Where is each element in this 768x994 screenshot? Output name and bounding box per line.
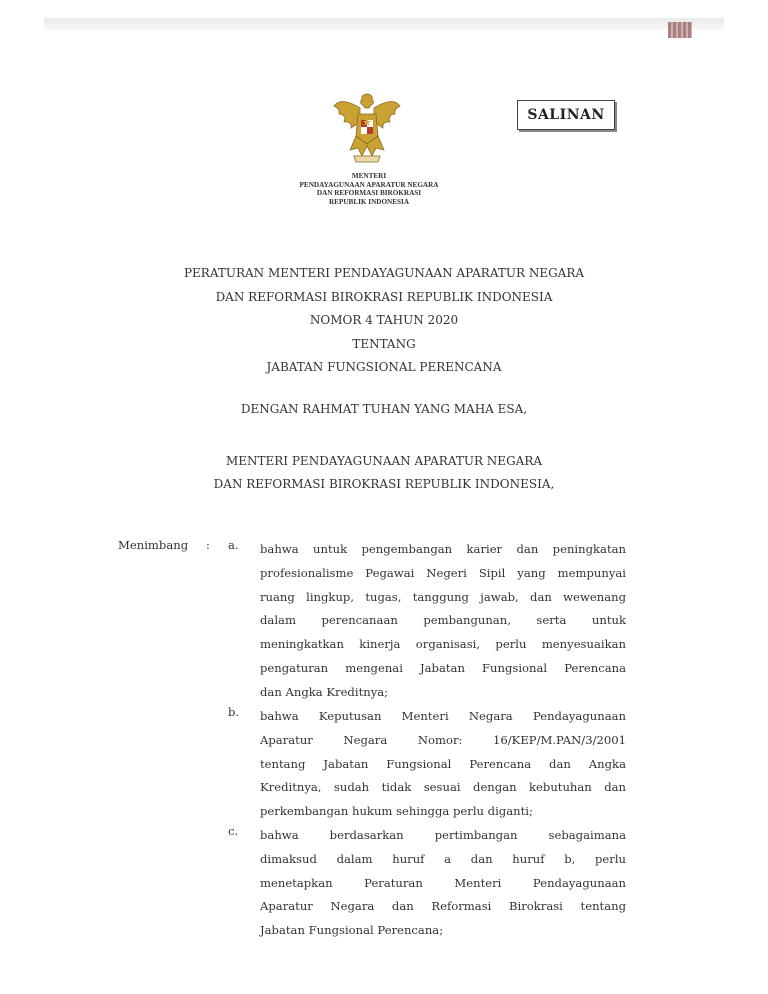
minister-line <box>0 450 768 496</box>
item-line: profesionalisme Pegawai Negeri Sipil yang mempunyai <box>260 565 626 580</box>
minister-line-text: DAN REFORMASI BIROKRASI REPUBLIK INDONESIA, <box>213 477 555 491</box>
page-top-edge <box>44 18 724 30</box>
item-line: bahwa untuk pengembangan karier dan peningkatan <box>260 542 626 556</box>
title-line: NOMOR 4 TAHUN 2020 <box>309 313 459 327</box>
title-line: JABATAN FUNGSIONAL PERENCANA <box>266 360 502 374</box>
considerations-label: Menimbang <box>118 538 189 552</box>
item-letter: b. <box>228 705 240 719</box>
item-line: Aparatur Negara Nomor: 16/KEP/M.PAN/3/2001 <box>260 732 626 747</box>
item-line: ruang lingkup, tugas, tanggung jawab, dan wewenang <box>260 589 626 604</box>
title-line: DAN REFORMASI BIROKRASI REPUBLIK INDONESIA <box>215 289 553 304</box>
item-line: bahwa berdasarkan pertimbangan sebagaimana <box>260 828 626 842</box>
item-line: pengaturan mengenai Jabatan Fungsional Perencana <box>260 660 626 675</box>
title-line: PERATURAN MENTERI PENDAYAGUNAAN APARATUR NEGARA <box>183 266 585 280</box>
considerations-colon: : <box>206 538 210 552</box>
item-line: bahwa Keputusan Menteri Negara Pendayagunaan <box>260 709 626 723</box>
salinan-stamp: SALINAN <box>517 100 615 130</box>
regulation-title <box>0 262 768 380</box>
item-line: menetapkan Peraturan Menteri Pendayagunaan <box>260 875 626 890</box>
item-line: tentang Jabatan Fungsional Perencana dan Angka <box>260 756 626 771</box>
minister-line-text: MENTERI PENDAYAGUNAAN APARATUR NEGARA <box>225 454 543 468</box>
item-letter: a. <box>228 538 239 552</box>
header-line: MENTERI <box>351 172 387 180</box>
garuda-emblem-icon <box>330 90 404 168</box>
item-line: meningkatkan kinerja organisasi, perlu menyesuaikan <box>260 637 626 652</box>
item-line: perkembangan hukum sehingga perlu diganti; <box>260 804 533 819</box>
item-line: dan Angka Kreditnya; <box>260 684 389 699</box>
item-line: Kreditnya, sudah tidak sesuai dengan kebutuhan dan <box>260 780 626 795</box>
ministry-header <box>0 172 768 206</box>
corner-mark <box>668 22 692 38</box>
header-line: PENDAYAGUNAAN APARATUR NEGARA <box>299 180 439 189</box>
item-line: dalam perencanaan pembangunan, serta untuk <box>260 613 626 628</box>
item-line: Jabatan Fungsional Perencana; <box>260 923 444 938</box>
title-line: TENTANG <box>352 336 416 351</box>
item-line: dimaksud dalam huruf a dan huruf b, perlu <box>260 851 626 866</box>
item-line: Aparatur Negara dan Reformasi Birokrasi tentang <box>260 899 626 914</box>
item-letter: c. <box>228 824 239 838</box>
header-line: REPUBLIK INDONESIA <box>328 197 410 206</box>
header-line: DAN REFORMASI BIROKRASI <box>316 189 422 197</box>
opening-line: DENGAN RAHMAT TUHAN YANG MAHA ESA, <box>240 402 528 416</box>
